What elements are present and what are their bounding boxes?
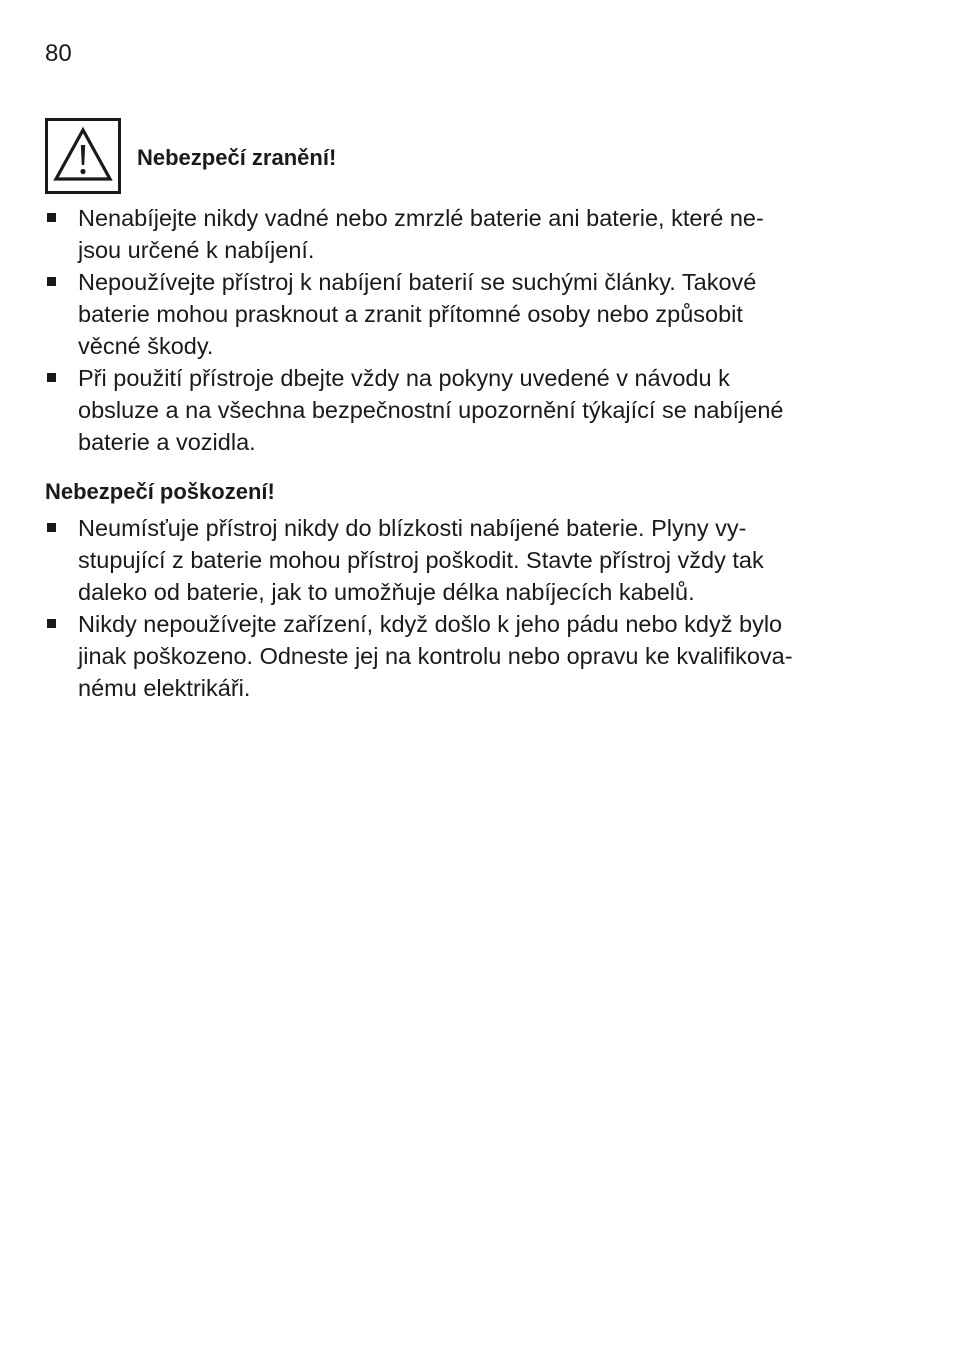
list-item-line: věcné škody. [78, 333, 214, 359]
section-heading-damage: Nebezpečí poškození! [45, 479, 275, 504]
list-item-line: Nepoužívejte přístroj k nabíjení baterií se suchými články. Takové [78, 269, 757, 295]
list-item-line: baterie a vozidla. [78, 429, 256, 455]
list-item-line: jinak poškozeno. Odneste jej na kontrolu nebo opravu ke kvalifikova- [78, 643, 793, 669]
list-item-line: Nenabíjejte nikdy vadné nebo zmrzlé baterie ani baterie, které ne- [78, 205, 764, 231]
damage-warning-list [45, 512, 875, 704]
list-item [45, 512, 875, 608]
injury-warning-list [45, 202, 875, 458]
list-item [45, 266, 875, 362]
bullet-square-icon [47, 523, 56, 532]
list-item-line: nému elektrikáři. [78, 675, 251, 701]
list-item-line: baterie mohou prasknout a zranit přítomné osoby nebo způsobit [78, 301, 743, 327]
list-item-line: Neumísťuje přístroj nikdy do blízkosti nabíjené baterie. Plyny vy- [78, 515, 747, 541]
list-item [45, 608, 875, 704]
bullet-square-icon [47, 619, 56, 628]
bullet-square-icon [47, 213, 56, 222]
bullet-square-icon [47, 277, 56, 286]
list-item-line: daleko od baterie, jak to umožňuje délka nabíjecích kabelů. [78, 579, 695, 605]
warning-triangle-icon [45, 118, 121, 194]
list-item-line: jsou určené k nabíjení. [78, 237, 315, 263]
section-heading-injury: Nebezpečí zranění! [137, 145, 337, 170]
bullet-square-icon [47, 373, 56, 382]
list-item-line: Nikdy nepoužívejte zařízení, když došlo k jeho pádu nebo když bylo [78, 611, 783, 637]
list-item-line: obsluze a na všechna bezpečnostní upozornění týkající se nabíjené [78, 397, 784, 423]
list-item-line: stupující z baterie mohou přístroj poškodit. Stavte přístroj vždy tak [78, 547, 764, 573]
list-item [45, 362, 875, 458]
page-number: 80 [45, 40, 72, 67]
list-item [45, 202, 875, 266]
list-item-line: Při použití přístroje dbejte vždy na pokyny uvedené v návodu k [78, 365, 730, 391]
